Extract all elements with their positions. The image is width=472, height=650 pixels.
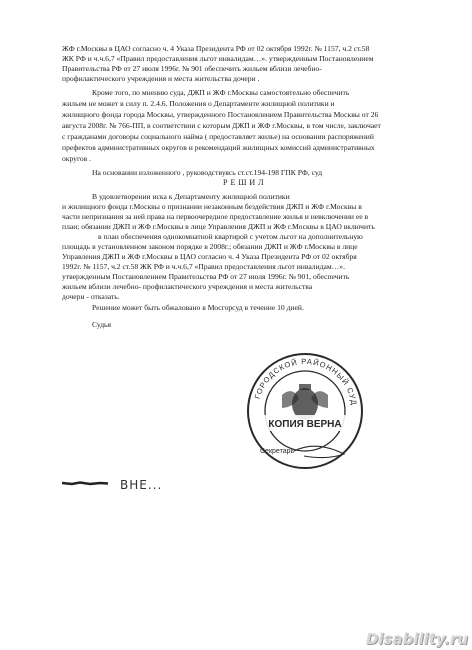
text-line-12: На основании изложенного , руководствуясь ст.ст.194-198 ГПК РФ, суд xyxy=(92,168,323,177)
text-line-24: дочери - отказать. xyxy=(62,292,120,301)
text-line-1: ЖФ г.Москвы в ЦАО согласно ч. 4 Указа Президента РФ от 02 октября 1992г. № 1157, ч.2 ст.58 xyxy=(62,44,370,53)
judge-label: Судья xyxy=(92,320,112,329)
text-line-15: и жилищного фонда г.Москвы о признании незаконным бездействия ДЖП и ЖФ г.Москвы в xyxy=(62,202,362,211)
signature-scratch xyxy=(62,481,108,486)
decision-heading: РЕШИЛ xyxy=(223,178,267,187)
svg-text:Секретарь: Секретарь xyxy=(260,448,295,455)
watermark: Disability.ru xyxy=(365,630,468,648)
text-line-7: жилищного фонда города Москвы, утвержденного Постановлением Правительства Москвы от 26 xyxy=(62,110,379,119)
text-line-22: утвержденным Постановлением Правительства РФ от 27 июля 1996г. № 901, обеспечить xyxy=(62,272,350,281)
text-line-16: части непризнания за ней права на первоочередное предоставление жилья и невключении ее в xyxy=(62,212,369,221)
text-line-2: ЖК РФ и ч.ч.6,7 «Правил предоставления льгот инвалидам…». утвержденным Постановлением xyxy=(62,54,374,63)
court-stamp xyxy=(244,350,366,472)
text-line-21: 1992г. № 1157, ч.2 ст.58 ЖК РФ и ч.ч.6,7 «Правил предоставления льгот инвалидам…». xyxy=(62,262,345,271)
text-line-17: план; обязании ДЖП и ЖФ г.Москвы в лице Управления ДЖП и ЖФ г.Москвы в ЦАО включить xyxy=(62,222,375,231)
text-line-11: округов . xyxy=(62,154,92,163)
svg-text:КОПИЯ ВЕРНА: КОПИЯ ВЕРНА xyxy=(268,419,342,430)
text-line-8: августа 2008г. № 766-ПП, в соответствии с которым ДЖП и ЖФ г.Москвы, в том числе, заключает xyxy=(62,121,381,130)
text-line-25: Решение может быть обжаловано в Мосгорсуд в течение 10 дней. xyxy=(92,303,304,312)
handwritten-signature: ВНЕ... xyxy=(120,478,163,492)
text-line-3: Правительства РФ от 27 июля 1996г. № 901 обеспечить жильем вблизи лечебно- xyxy=(62,64,322,73)
text-line-20: Управления ДЖП и ЖФ г.Москвы в ЦАО согласно ч. 4 Указа Президента РФ от 02 октября xyxy=(62,252,357,261)
text-line-9: с гражданами договоры социального найма ( предоставляет жилье) на основании распоряжений xyxy=(62,132,374,141)
svg-text:ГОРОДСКОЙ РАЙОННЫЙ СУД: ГОРОДСКОЙ РАЙОННЫЙ СУД xyxy=(252,356,359,407)
text-line-19: площадь в установленном законом порядке в 2008г.; обязании ДЖП и ЖФ г.Москвы в лице xyxy=(62,242,358,251)
text-line-23: жильем вблизи лечебно- профилактического учреждения и места жительства xyxy=(62,282,313,291)
text-line-4: профилактического учреждения и места жительства дочери . xyxy=(62,74,260,83)
text-line-6: жильем не может в силу п. 2.4.6. Положения о Департаменте жилищной политики и xyxy=(62,99,335,108)
text-line-10: префектов административных округов и рекомендаций жилищных комиссий административных xyxy=(62,143,375,152)
text-line-14: В удовлетворении иска к Департаменту жилищной политики xyxy=(92,192,290,201)
text-line-5: Кроме того, по мнению суда, ДЖП и ЖФ г.Москвы самостоятельно обеспечить xyxy=(92,88,350,97)
text-line-18: в план обеспечения однокомнатной квартирой с учетом льгот на дополнительную xyxy=(98,232,363,241)
